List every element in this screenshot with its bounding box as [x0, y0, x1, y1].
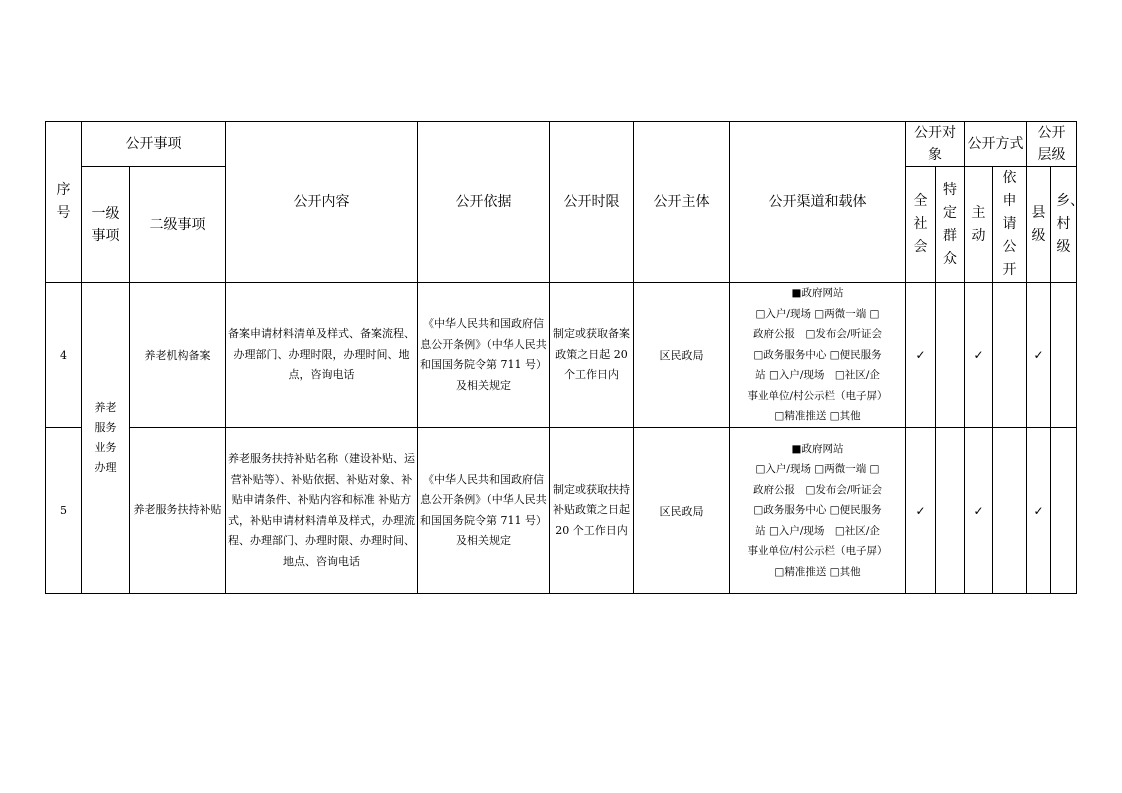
channel-line: □政务服务中心 □便民服务 — [753, 348, 882, 361]
row-time-limit: 制定或获取扶持补贴政策之日起 20 个工作日内 — [550, 428, 634, 594]
channel-line: □精准推送 □其他 — [774, 410, 861, 423]
disclosure-table — [45, 121, 1085, 594]
row-basis: 《中华人民共和国政府信息公开条例》（中华人民共和国国务院令第 711 号）及相关规定 — [418, 428, 550, 594]
channel-line: □入户/现场 □两微一端 □ — [755, 463, 880, 476]
header-level2: 二级事项 — [130, 167, 226, 283]
check-target-specific — [936, 428, 965, 594]
row-item: 养老机构备案 — [130, 283, 226, 428]
level1-item: 养老服务业务办理 — [82, 283, 130, 594]
header-seq: 序号 — [46, 122, 82, 283]
check-level-town — [1051, 283, 1077, 428]
table-row — [46, 428, 1077, 594]
row-seq: 5 — [46, 428, 82, 594]
check-level-town — [1051, 428, 1077, 594]
header-method-request: 依申请公开 — [993, 167, 1027, 283]
row-basis: 《中华人民共和国政府信息公开条例》（中华人民共和国国务院令第 711 号）及相关规定 — [418, 283, 550, 428]
header-time-limit: 公开时限 — [550, 122, 634, 283]
table-row — [46, 283, 1077, 428]
header-method-active: 主动 — [965, 167, 993, 283]
header-basis: 公开依据 — [418, 122, 550, 283]
header-method-group: 公开方式 — [965, 122, 1027, 167]
row-subject: 区民政局 — [634, 428, 730, 594]
channel-line: ■政府网站 — [791, 442, 844, 455]
check-target-all: ✓ — [906, 283, 936, 428]
header-items-group: 公开事项 — [82, 122, 226, 167]
channel-line: 政府公报 □发布会/听证会 — [753, 483, 882, 496]
channel-line: □政务服务中心 □便民服务 — [753, 504, 882, 517]
channel-line: 事业单位/村公示栏（电子屏） — [747, 545, 888, 558]
check-method-active: ✓ — [965, 283, 993, 428]
check-level-county: ✓ — [1027, 428, 1051, 594]
header-target-all: 全社会 — [906, 167, 936, 283]
channel-line: ■政府网站 — [791, 287, 844, 300]
header-level1: 一级事项 — [82, 167, 130, 283]
channel-line: 政府公报 □发布会/听证会 — [753, 328, 882, 341]
header-level-group: 公开层级 — [1027, 122, 1077, 167]
channel-line: □入户/现场 □两微一端 □ — [755, 307, 880, 320]
header-target-group: 公开对象 — [906, 122, 965, 167]
channel-line: □精准推送 □其他 — [774, 565, 861, 578]
header-target-specific: 特定群众 — [936, 167, 965, 283]
row-subject: 区民政局 — [634, 283, 730, 428]
header-subject: 公开主体 — [634, 122, 730, 283]
channel-line: 站 □入户/现场 □社区/企 — [755, 369, 880, 382]
row-content: 养老服务扶持补贴名称（建设补贴、运营补贴等）、补贴依据、补贴对象、补贴申请条件、补贴内容和标准 补贴方式，补贴申请材料清单及样式，办理流程、办理部门、办理时限、办理时间、地点、咨询电话 — [226, 428, 418, 594]
check-method-request — [993, 283, 1027, 428]
header-level-town: 乡、村级 — [1051, 167, 1077, 283]
check-target-all: ✓ — [906, 428, 936, 594]
check-method-request — [993, 428, 1027, 594]
check-target-specific — [936, 283, 965, 428]
header-content: 公开内容 — [226, 122, 418, 283]
row-item: 养老服务扶持补贴 — [130, 428, 226, 594]
row-seq: 4 — [46, 283, 82, 428]
header-channel: 公开渠道和载体 — [730, 122, 906, 283]
channel-line: 站 □入户/现场 □社区/企 — [755, 524, 880, 537]
row-channels — [730, 283, 906, 428]
channel-line: 事业单位/村公示栏（电子屏） — [747, 389, 888, 402]
header-level-county: 县级 — [1027, 167, 1051, 283]
row-channels — [730, 428, 906, 594]
row-content: 备案申请材料清单及样式、备案流程、办理部门、办理时限，办理时间、地点，咨询电话 — [226, 283, 418, 428]
check-method-active: ✓ — [965, 428, 993, 594]
row-time-limit: 制定或获取备案政策之日起 20 个工作日内 — [550, 283, 634, 428]
check-level-county: ✓ — [1027, 283, 1051, 428]
